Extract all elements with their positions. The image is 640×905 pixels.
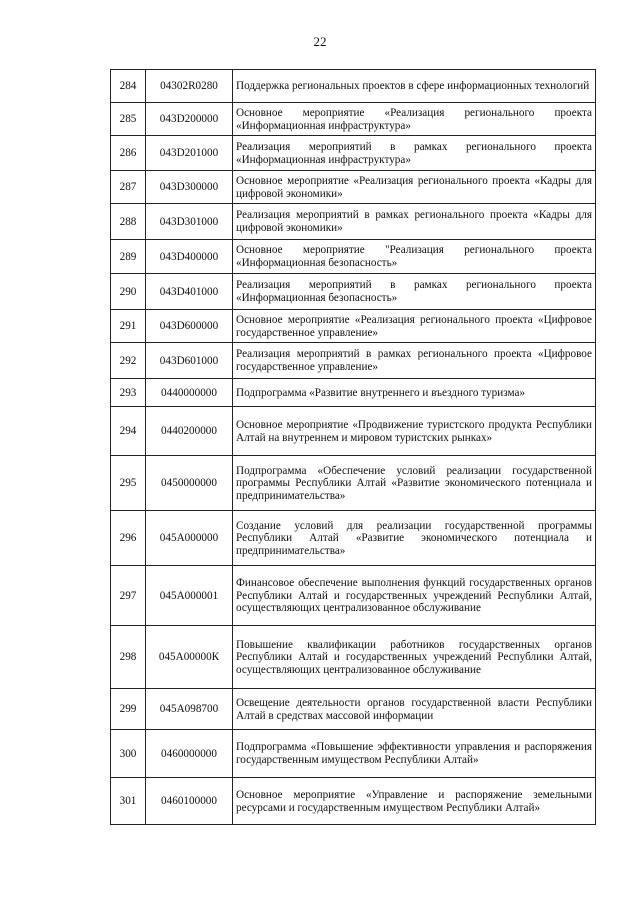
row-description: Основное мероприятие «Реализация регионального проекта «Кадры для цифровой экономики» bbox=[233, 171, 596, 204]
row-code: 0460000000 bbox=[146, 730, 233, 778]
table-row bbox=[111, 511, 596, 566]
row-code: 043D600000 bbox=[146, 310, 233, 343]
table-row bbox=[111, 204, 596, 240]
row-description: Подпрограмма «Развитие внутреннего и въездного туризма» bbox=[233, 379, 596, 407]
row-description: Финансовое обеспечение выполнения функций государственных органов Республики Алтай и государственных учреждений Республики Алтай, осуществляющих централизованное обслуживание bbox=[233, 566, 596, 626]
row-description: Реализация мероприятий в рамках регионального проекта «Цифровое государственное управление» bbox=[233, 343, 596, 379]
row-code: 043D200000 bbox=[146, 103, 233, 136]
table-row bbox=[111, 70, 596, 103]
row-number: 286 bbox=[111, 136, 146, 171]
table-row bbox=[111, 310, 596, 343]
table-row bbox=[111, 136, 596, 171]
row-number: 290 bbox=[111, 274, 146, 310]
row-number: 295 bbox=[111, 456, 146, 511]
row-description: Основное мероприятие «Реализация регионального проекта «Информационная инфраструктура» bbox=[233, 103, 596, 136]
row-description: Повышение квалификации работников государственных органов Республики Алтай и государственных учреждений Республики Алтай, осуществляющих централизованное обслуживание bbox=[233, 626, 596, 689]
row-code: 0450000000 bbox=[146, 456, 233, 511]
row-number: 296 bbox=[111, 511, 146, 566]
table-row bbox=[111, 689, 596, 730]
row-number: 299 bbox=[111, 689, 146, 730]
row-number: 300 bbox=[111, 730, 146, 778]
row-code: 043D401000 bbox=[146, 274, 233, 310]
row-code: 0460100000 bbox=[146, 778, 233, 825]
table-row bbox=[111, 343, 596, 379]
row-code: 04302R0280 bbox=[146, 70, 233, 103]
row-number: 289 bbox=[111, 240, 146, 274]
table-row bbox=[111, 103, 596, 136]
row-number: 284 bbox=[111, 70, 146, 103]
row-description: Реализация мероприятий в рамках регионального проекта «Кадры для цифровой экономики» bbox=[233, 204, 596, 240]
row-number: 288 bbox=[111, 204, 146, 240]
row-description: Освещение деятельности органов государственной власти Республики Алтай в средствах массовой информации bbox=[233, 689, 596, 730]
row-code: 045A000001 bbox=[146, 566, 233, 626]
table-row bbox=[111, 730, 596, 778]
row-number: 293 bbox=[111, 379, 146, 407]
row-description: Основное мероприятие «Управление и распоряжение земельными ресурсами и государственным имуществом Республики Алтай» bbox=[233, 778, 596, 825]
row-code: 0440200000 bbox=[146, 407, 233, 456]
row-code: 043D300000 bbox=[146, 171, 233, 204]
table-row bbox=[111, 626, 596, 689]
row-description: Подпрограмма «Повышение эффективности управления и распоряжения государственным имуществом Республики Алтай» bbox=[233, 730, 596, 778]
table-row bbox=[111, 240, 596, 274]
budget-classification-table bbox=[110, 69, 596, 825]
row-code: 045A000000 bbox=[146, 511, 233, 566]
row-number: 298 bbox=[111, 626, 146, 689]
row-code: 043D201000 bbox=[146, 136, 233, 171]
table-row bbox=[111, 566, 596, 626]
row-code: 043D601000 bbox=[146, 343, 233, 379]
row-number: 294 bbox=[111, 407, 146, 456]
row-code: 043D400000 bbox=[146, 240, 233, 274]
row-description: Создание условий для реализации государственной программы Республики Алтай «Развитие экономического потенциала и предпринимательства» bbox=[233, 511, 596, 566]
row-number: 287 bbox=[111, 171, 146, 204]
row-description: Основное мероприятие «Реализация регионального проекта «Цифровое государственное управление» bbox=[233, 310, 596, 343]
row-number: 297 bbox=[111, 566, 146, 626]
row-description: Подпрограмма «Обеспечение условий реализации государственной программы Республики Алтай «Развитие экономического потенциала и предпринимательства» bbox=[233, 456, 596, 511]
row-description: Основное мероприятие «Продвижение туристского продукта Республики Алтай на внутреннем и мировом туристских рынках» bbox=[233, 407, 596, 456]
page-number: 22 bbox=[313, 34, 327, 49]
row-code: 043D301000 bbox=[146, 204, 233, 240]
table-row bbox=[111, 379, 596, 407]
table-row bbox=[111, 274, 596, 310]
table-row bbox=[111, 407, 596, 456]
row-number: 291 bbox=[111, 310, 146, 343]
row-number: 285 bbox=[111, 103, 146, 136]
table-row bbox=[111, 456, 596, 511]
row-code: 045A098700 bbox=[146, 689, 233, 730]
row-description: Реализация мероприятий в рамках регионального проекта «Информационная инфраструктура» bbox=[233, 136, 596, 171]
row-code: 0440000000 bbox=[146, 379, 233, 407]
row-description: Поддержка региональных проектов в сфере информационных технологий bbox=[233, 70, 596, 103]
row-description: Основное мероприятие "Реализация регионального проекта «Информационная безопасность» bbox=[233, 240, 596, 274]
row-code: 045A00000К bbox=[146, 626, 233, 689]
table-row bbox=[111, 171, 596, 204]
row-number: 292 bbox=[111, 343, 146, 379]
row-number: 301 bbox=[111, 778, 146, 825]
row-description: Реализация мероприятий в рамках регионального проекта «Информационная безопасность» bbox=[233, 274, 596, 310]
table-row bbox=[111, 778, 596, 825]
